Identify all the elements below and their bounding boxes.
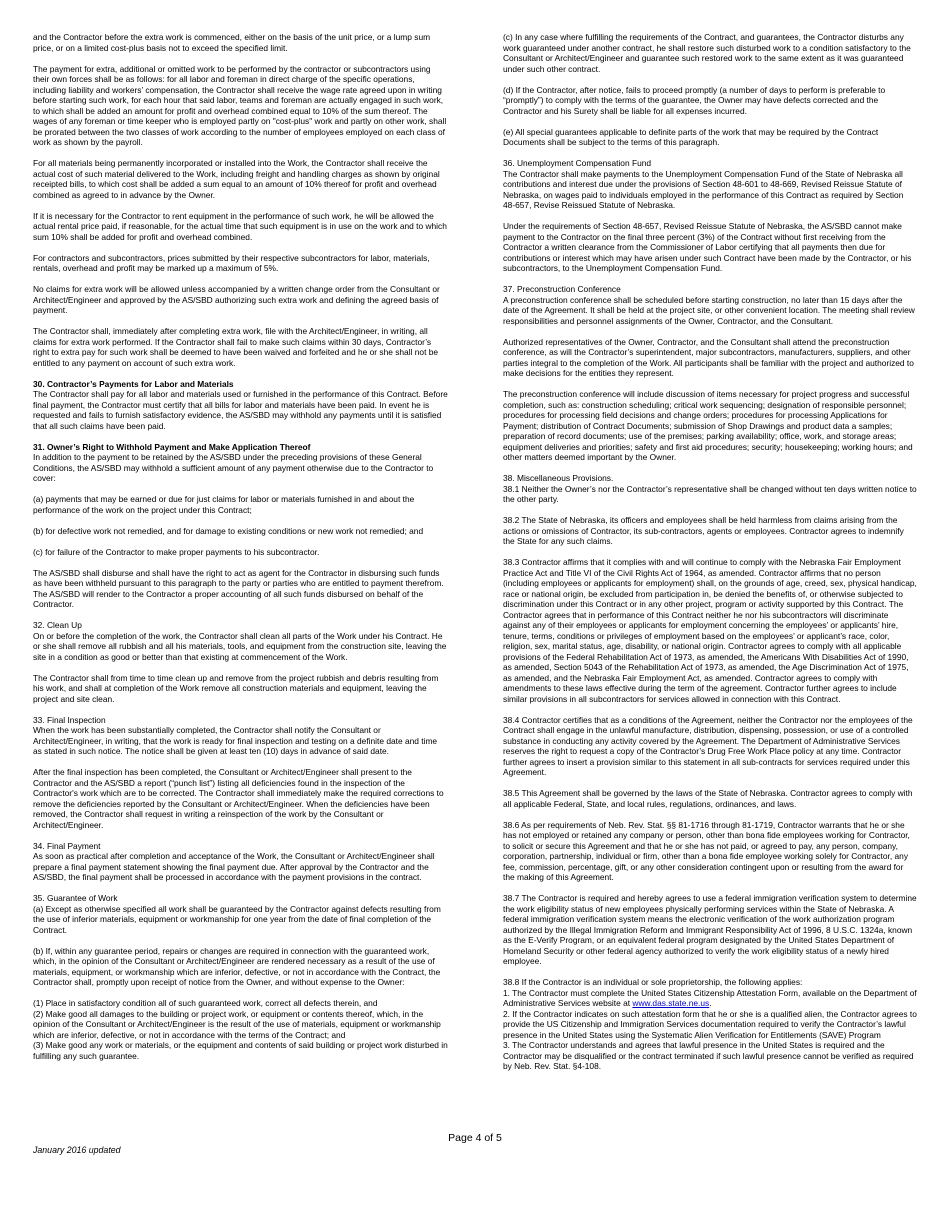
- right-column: [503, 32, 917, 1072]
- paragraph: The Contractor shall, immediately after completing extra work, file with the Architect/Engineer, in writing, all claims for extra work performed. If the Contractor shall fail to make such claims within 30 days, Contractor’s right to extra pay for such work shall be deemed to have been waived and forfeited and he or she shall not be entitled to any payment on account of such extra work.: [33, 326, 439, 368]
- paragraph: After the final inspection has been completed, the Consultant or Architect/Engineer shall present to the Contractor and the AS/SBD a report (“punch list”) listing all deficiencies found in the inspection of the Contractor's work which are to be corrected. The Contractor shall immediately make the required corrections to remove the deficiencies reported by the Consultant or Architect/Engineer. When the deficiencies have been removed, the Contractor shall request in writing a reinspection of the work by the Consultant or Architect/Engineer.: [33, 767, 444, 830]
- paragraph: (d) If the Contractor, after notice, fails to proceed promptly (a number of days to perform is preferable to “promptly”) to comply with the terms of the guarantee, the Owner may have defects corrected and the Contractor and his Surety shall be liable for all expenses incurred.: [503, 84, 886, 116]
- section-heading-33: 33. Final Inspection: [33, 714, 106, 725]
- das-website-link[interactable]: www.das.state.ne.us: [632, 998, 710, 1008]
- list-item: (1) Place in satisfactory condition all of such guaranteed work, correct all defects therein, and: [33, 998, 378, 1008]
- paragraph: The AS/SBD shall disburse and shall have the right to act as agent for the Contractor in disbursing such funds as have been withheld pursuant to this paragraph to the party or parties who are entitled to payment therefrom. The AS/SBD will render to the Contractor a proper accounting of all such funds disbursed on behalf of the Contractor.: [33, 567, 444, 609]
- list-item: (3) Make good any work or materials, or the equipment and contents of said building or project work disturbed in fulfilling any such guarantee.: [33, 1040, 448, 1061]
- paragraph: For contractors and subcontractors, prices submitted by their respective subcontractors for labor, materials, rentals, overhead and profit may be marked up a maximum of 5%.: [33, 252, 430, 273]
- section-heading-32: 32. Clean Up: [33, 620, 82, 630]
- section-heading-35: 35. Guarantee of Work: [33, 893, 118, 903]
- paragraph: Under the requirements of Section 48-657, Revised Reissue Statute of Nebraska, the AS/SBD cannot make payment to the Contractor on the final three percent (3%) of the Contract without first receiving from the Contractor a written clearance from the Commissioner of Labor certifying that all payments then due for contributions or interest which may have arisen under such Contract have been made by the Contractor, or his subcontractors, to the Unemployment Compensation Fund.: [503, 221, 912, 273]
- paragraph: The Contractor shall make payments to the Unemployment Compensation Fund of the State of Nebraska all contributions and interest due under the provisions of Section 48-601 to 48-669, Revised Reissue Statute of Nebraska, on wages paid to individuals employed in the performance of this Contract as required by Section 48-657, Revise Reissued Statute of Nebraska.: [503, 168, 904, 210]
- paragraph: On or before the completion of the work, the Contractor shall clean all parts of the Work under his Contract. He or she shall remove all rubbish and all his materials, tools, and equipment from the construction site, leaving the site in a condition as good or better than that existing at commencement of the Work.: [33, 630, 447, 662]
- paragraph: (c) for failure of the Contractor to make proper payments to his subcontractor.: [33, 546, 320, 557]
- section-heading-38: 38. Miscellaneous Provisions.: [503, 473, 614, 483]
- paragraph: 38.5 This Agreement shall be governed by the laws of the State of Nebraska. Contractor agrees to comply with all applicable Federal, State, and local rules, regulations, ordinances, and laws.: [503, 788, 913, 809]
- paragraph: 38.4 Contractor certifies that as a conditions of the Agreement, neither the Contractor nor the employees of the Contract shall engage in the unlawful manufacture, distribution, dispensing, possession, or use of a controlled substance in conducting any activity covered by the Agreement. The Department of Administrative Services reserves the right to request a copy of the Contractor’s Drug Free Work Place policy at any time. Contractor further agrees to insert a provision similar to this statement in all sub-contracts for services required under this Agreement.: [503, 714, 913, 777]
- list-item: 2. If the Contractor indicates on such attestation form that he or she is a qualified alien, the Contractor agrees to provide the US Citizenship and Immigration Services documentation required to verify the Contractor’s lawful presence in the United States using the Systematic Alien Verification for Entitlements (SAVE) Program: [503, 1008, 917, 1040]
- paragraph: 38.2 The State of Nebraska, its officers and employees shall be held harmless from claims arising from the actions or omissions of Contractor, its sub-contractors, agents or employees. Contractor agrees to indemnify the State for any such claims.: [503, 515, 904, 546]
- paragraph: (b) for defective work not remedied, and for damage to existing conditions or new work not remedied; and: [33, 525, 424, 536]
- list-item-text: 1. The Contractor must complete the United States Citizenship Attestation Form, available on the Department of Administrative Services website at: [503, 987, 917, 1008]
- paragraph: (a) Except as otherwise specified all work shall be guaranteed by the Contractor against defects resulting from the use of inferior materials, equipment or workmanship for one year from the date of final completion of the Contract.: [33, 903, 441, 935]
- paragraph: The payment for extra, additional or omitted work to be performed by the contractor or subcontractors using their own forces shall be as follows: for all labor and foreman in direct charge of the specific operations, including liability and workers’ compensation, the Contractor shall receive the wage rate agreed upon in writing before starting such work, for each hour that said labor, teams and foreman are actually engaged in such work, to which shall be added an amount for profit and overhead combined equal to 10% of the sum thereof. The wages of any foreman or time keeper who is employed partly on "cost-plus" work and partly on other work, shall be prorated between the two classes of work according to the number of employees employed on each class of work as shown by the payroll.: [33, 63, 447, 147]
- paragraph: Authorized representatives of the Owner, Contractor, and the Consultant shall attend the preconstruction conference, as will the Contractor’s superintendent, major subcontractors, manufacturers, suppliers, and other parties integral to the completion of the Work. All participants shall be familiar with the project and authorized to make decisions for the entities they represent.: [503, 336, 914, 378]
- paragraph: 38.3 Contractor affirms that it complies with and will continue to comply with the Nebraska Fair Employment Practice Act and Title VI of the Civil Rights Act of 1964, as amended. Contractor affirms that no person (including employees or applicants for employment) shall, on the grounds of age, creed, sex, physical handicap, race or national origin, be excluded from participation in, be denied the benefits of, or otherwise subjected to discrimination under this Contract or in any other project, program or activity supported by this Contract. The Contractor agrees that in performance of this Contract neither he nor his subcontractors will discriminate against any of their employees or applicants for employment concerning the employees’ or applicants’ hire, tenure, terms, conditions or privileges of employment based on the employees’ or applicant’s race, color, religion, sex, marital status, age, disability, or national origin. Contractor agrees to comply with all applicable provisions of the Federal Rehabilitation Act of 1973, as amended, the Americans With Disabilities Act of 1990, as amended, Section 5043 of the Rehabilitation Act of 1973, as amended, the Age Discrimination Act of 1975, as amended, and the Nebraska Fair Employment Act, as amended. Contractor agrees to comply with amendments to these laws effective during the term of the agreement. Contractor further agrees to include similar provisions in all subcontractors for services allowed in connection with this Contract.: [503, 557, 917, 704]
- list-item: 3. The Contractor understands and agrees that lawful presence in the United States is required and the Contractor may be disqualified or the contract terminated if such lawful presence cannot be verified as required by Neb. Rev. Stat. §4-108.: [503, 1040, 914, 1071]
- paragraph: As soon as practical after completion and acceptance of the Work, the Consultant or Architect/Engineer shall prepare a final payment statement showing the final payment due. After approval by the Contractor and the AS/SBD, the final payment shall be processed in accordance with the payment provisions in the contract.: [33, 851, 435, 882]
- paragraph: (e) All special guarantees applicable to definite parts of the work that may be required by the Contract Documents shall be subject to the terms of this paragraph.: [503, 126, 879, 147]
- paragraph: A preconstruction conference shall be scheduled before starting construction, no later than 15 days after the date of the Agreement. It shall be held at the project site, or other convenient location. The meeting shall review responsibilities and personnel assignments of the Owner, Contractor, and the Consultant.: [503, 294, 915, 326]
- paragraph: If it is necessary for the Contractor to rent equipment in the performance of such work, he will be allowed the actual rental price paid, if reasonable, for the actual time that such equipment is in use on the work and to which sum 10% shall be added for profit and overhead combined.: [33, 210, 447, 242]
- list-item: [503, 988, 917, 1009]
- left-column: [33, 32, 448, 1061]
- section-heading-30: 30. Contractor’s Payments for Labor and Materials: [33, 378, 234, 389]
- paragraph: 38.1 Neither the Owner’s nor the Contractor’s representative shall be changed without ten days written notice to the other party.: [503, 483, 917, 504]
- list-item-text: .: [709, 998, 712, 1008]
- page-number: Page 4 of 5: [448, 1132, 502, 1144]
- footer-date: January 2016 updated: [33, 1145, 121, 1155]
- paragraph: (b) If, within any guarantee period, repairs or changes are required in connection with the guaranteed work, which, in the opinion of the Consultant or Architect/Engineer are rendered necessary as a result of the use of materials, equipment, or workmanship which are inferior, defective, or not in accordance with the Contract, the Contractor shall, promptly upon receipt of notice from the Owner, and without expense to the Owner:: [33, 945, 441, 987]
- section-heading-36: 36. Unemployment Compensation Fund: [503, 158, 652, 168]
- section-heading-31: 31. Owner’s Right to Withhold Payment and Make Application Thereof: [33, 441, 311, 452]
- paragraph: For all materials being permanently incorporated or installed into the Work, the Contractor shall receive the actual cost of such material delivered to the Work, including freight and handling charges as shown by original receipted bills, to which cost shall be added a sum equal to an amount of 10% thereof for profit and overhead combined as agreed to in advance by the Owner.: [33, 158, 440, 200]
- paragraph: When the work has been substantially completed, the Contractor shall notify the Consultant or Architect/Engineer, in writing, that the work is ready for final inspection and testing on a definite date and time as stated in such notice. The notice shall be given at least ten (10) days in advance of said date.: [33, 725, 438, 756]
- paragraph: No claims for extra work will be allowed unless accompanied by a written change order from the Consultant or Architect/Engineer and approved by the AS/SBD authorizing such extra work and defining the agreed basis of payment.: [33, 284, 440, 315]
- paragraph: and the Contractor before the extra work is commenced, either on the basis of the unit price, or a lump sum price, or on a limited cost-plus basis not to exceed the specified limit.: [33, 32, 431, 53]
- paragraph: 38.7 The Contractor is required and hereby agrees to use a federal immigration verification system to determine the work eligibility status of new employees physically performing services within the State of Nebraska. A federal immigration verification system means the electronic verification of the work authorization program authorized by the Illegal Immigration Reform and Immigrant Responsibility Act of 1996, 8 U.S.C. 1324a, known as the E-Verify Program, or an equivalent federal program designated by the United States Department of Homeland Security or other federal agency authorized to verify the work eligibility status of a newly hired employee.: [503, 893, 917, 966]
- paragraph: The Contractor shall pay for all labor and materials used or furnished in the performance of this Contract. Before final payment, the Contractor must certify that all bills for labor and materials have been paid. In event he is requested and fails to furnish satisfactory evidence, the AS/SBD may withhold any payments until it is satisfied that all such claims have been paid.: [33, 389, 448, 431]
- paragraph: (a) payments that may be earned or due for just claims for labor or materials furnished in and about the performance of the work on the project under this Contract;: [33, 494, 415, 515]
- paragraph: 38.8 If the Contractor is an individual or sole proprietorship, the following applies:: [503, 977, 803, 987]
- list-item: (2) Make good all damages to the building or project work, or equipment or contents thereof, which, in the opinion of the Consultant or Architect/Engineer is the result of the use of materials, equipment or workmanship which are inferior, defective, or not in accordance with the terms of the Contract; and: [33, 1008, 441, 1040]
- paragraph: The Contractor shall from time to time clean up and remove from the project rubbish and debris resulting from his work, and shall at completion of the Work remove all construction materials and equipment, leaving the project and site clean.: [33, 672, 439, 704]
- paragraph: In addition to the payment to be retained by the AS/SBD under the preceding provisions of these General Conditions, the AS/SBD may withhold a sufficient amount of any payment otherwise due to the Contractor to cover:: [33, 452, 434, 483]
- section-heading-34: 34. Final Payment: [33, 840, 101, 851]
- paragraph: 38.6 As per requirements of Neb. Rev. Stat. §§ 81-1716 through 81-1719, Contractor warrants that he or she has not employed or retained any company or person, other than bona fide employees working for Contractor, to solicit or secure this Agreement and that he or she has not paid, or agreed to pay, any person, company, corporation, partnership, individual or firm, other than a bona fide employee working solely for Contractor, any fee, commission, percentage, gift, or any other consideration contingent upon or resulting from the award for the making of this Agreement.: [503, 819, 910, 882]
- paragraph: The preconstruction conference will include discussion of items necessary for project progress and successful completion, such as: construction scheduling; critical work sequencing; designation of responsible personnel; procedures for processing field decisions and change orders; procedures for processing Applications for Payment; distribution of Contract Documents; submission of Shop Drawings and product data a samples; preparation of record documents; use of the premises; parking availability; office, work, and storage areas; equipment deliveries and priorities; safety and first aid procedures; security; housekeeping; working hours; and other matters deemed important by the Owner.: [503, 389, 913, 462]
- paragraph: (c) In any case where fulfilling the requirements of the Contract, and guarantees, the Contractor disturbs any work guaranteed under another contract, he shall restore such disturbed work to a condition satisfactory to the Consultant or Architect/Engineer and guarantee such restored work to the same extent as it was guaranteed under such other contract.: [503, 32, 911, 74]
- section-heading-37: 37. Preconstruction Conference: [503, 284, 621, 294]
